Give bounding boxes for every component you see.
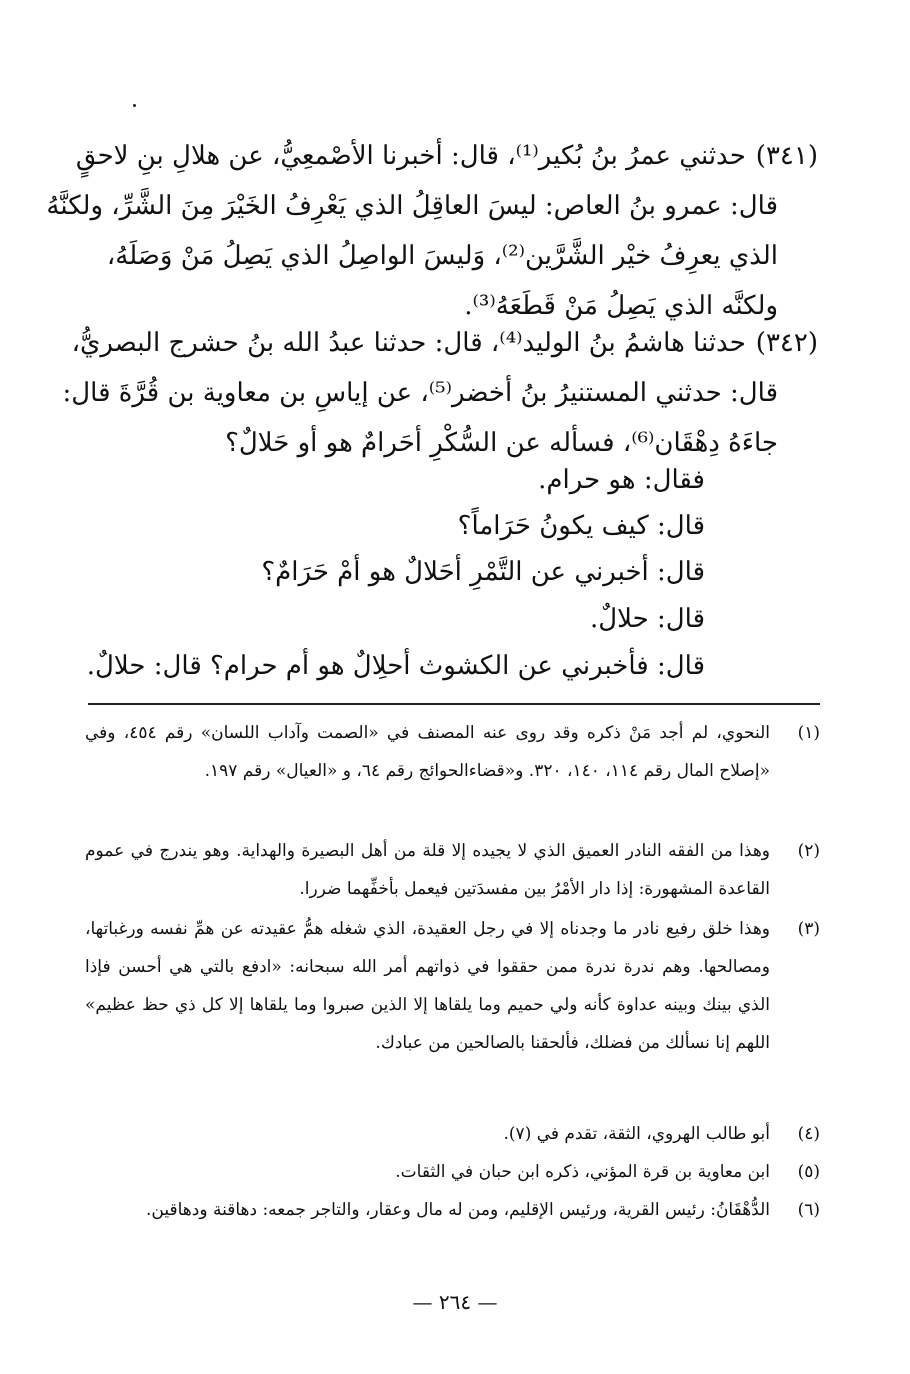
footnote (85, 1191, 820, 1229)
footnote (85, 1153, 820, 1191)
hadith-entry-341 (46, 131, 818, 331)
footnote-text: وهذا خلق رفيع نادر ما وجدناه إلا في رجل العقيدة، الذي شغله همُّ عقيدته عن همِّ نفسه ورغباتها، ومصالحها. وهم ندرة ندرة ممن حققوا في ذواتهم أمر الله سبحانه: «ادفع بالتي هي أحسن فإذا الذي بينك وبينه عداوة كأنه ولي حميم وما يلقاها إلا الذين صبروا وما يلقاها إلا كل ذي حظ عظيم» اللهم إنا نسألك من فضلك، فألحقنا بالصالحين من عبادك. (85, 919, 770, 1053)
footnote-text: ابن معاوية بن قرة المؤني، ذكره ابن حبان في الثقات. (395, 1162, 770, 1182)
footnote (85, 714, 820, 790)
entry-line (88, 231, 818, 281)
entry-line (75, 131, 818, 181)
hadith-entry-342 (62, 318, 818, 468)
dialogue-line: قال: فأخبرني عن الكشوث أحلِالٌ هو أم حرام؟ قال: حلالٌ. (86, 651, 705, 681)
ink-speck (133, 104, 136, 107)
footnote-number: (١) (797, 723, 820, 743)
dialogue-line: قال: كيف يكونُ حَرَاماً؟ (457, 511, 705, 541)
entry-text: قال: عمرو بنُ العاص: ليسَ العاقِلُ الذي يَعْرِفُ الخَيْرَ مِنَ الشَّرِّ، ولكنَّهُ (46, 191, 778, 221)
footnote-separator (88, 703, 820, 705)
entry-line (46, 181, 818, 231)
entry-text: جاءَهُ دِهْقَان⁽⁶⁾، فسأله عن السُّكْرِ أحَرامٌ هو أو حَلالٌ؟ (225, 428, 778, 458)
entry-text: حدثني عمرُ بنُ بُكير⁽¹⁾، قال: أخبرنا الأصْمعِيُّ، عن هلالِ بنِ لاحقٍ (75, 141, 746, 171)
entry-line (62, 368, 818, 418)
entry-text: الذي يعرِفُ خيْر الشَّرَّين⁽²⁾، وَليسَ الواصِلُ الذي يَصِلُ مَنْ وَصَلَهُ، (106, 241, 778, 271)
entry-text: ولكنَّه الذي يَصِلُ مَنْ قَطَعَهُ⁽³⁾. (464, 291, 778, 321)
page-number: — ٢٦٤ — (412, 1290, 498, 1314)
entry-number: (٣٤١) (755, 141, 818, 171)
entry-line (88, 418, 818, 468)
entry-number: (٣٤٢) (755, 328, 818, 358)
footnote-number: (٦) (797, 1200, 820, 1220)
footnote-number: (٢) (797, 841, 820, 861)
dialogue-line: فقال: هو حرام. (538, 465, 705, 495)
dialogue-line: قال: حلالٌ. (589, 604, 705, 634)
footnote-number: (٤) (797, 1124, 820, 1144)
footnote-text: النحوي، لم أجد مَنْ ذكره وقد روى عنه المصنف في «الصمت وآداب اللسان» رقم ٤٥٤، وفي «إصلاح المال رقم ١١٤، ١٤٠، ٣٢٠. و«قضاءالحوائج رقم ٦٤، و «العيال» رقم ١٩٧. (85, 723, 770, 781)
footnote (85, 910, 820, 1062)
footnote (85, 832, 820, 908)
entry-line (71, 318, 818, 368)
footnote (85, 1115, 820, 1153)
entry-text: قال: حدثني المستنيرُ بنُ أخضر⁽⁵⁾، عن إياسِ بن معاوية بن قُرَّةَ قال: (62, 378, 778, 408)
footnote-text: أبو طالب الهروي، الثقة، تقدم في (٧). (503, 1124, 770, 1144)
footnote-number: (٥) (797, 1162, 820, 1182)
footnote-text: الدُّهْقَانُ: رئيس القرية، ورئيس الإقليم، ومن له مال وعقار، والتاجر جمعه: دهاقنة ودهاقين. (146, 1200, 770, 1220)
footnote-number: (٣) (797, 919, 820, 939)
footnote-text: وهذا من الفقه النادر العميق الذي لا يجيده إلا قلة من أهل البصيرة والهداية. وهو يندرج في عموم القاعدة المشهورة: إذا دار الأمْرُ بين مفسدَتين فيعمل بأخفِّهما ضررا. (85, 841, 770, 899)
dialogue-line: قال: أخبرني عن التَّمْرِ أحَلالٌ هو أمْ حَرَامٌ؟ (261, 557, 705, 587)
entry-text: حدثنا هاشمُ بنُ الوليد⁽⁴⁾، قال: حدثنا عبدُ الله بنُ حشرج البصريُّ، (71, 328, 746, 358)
